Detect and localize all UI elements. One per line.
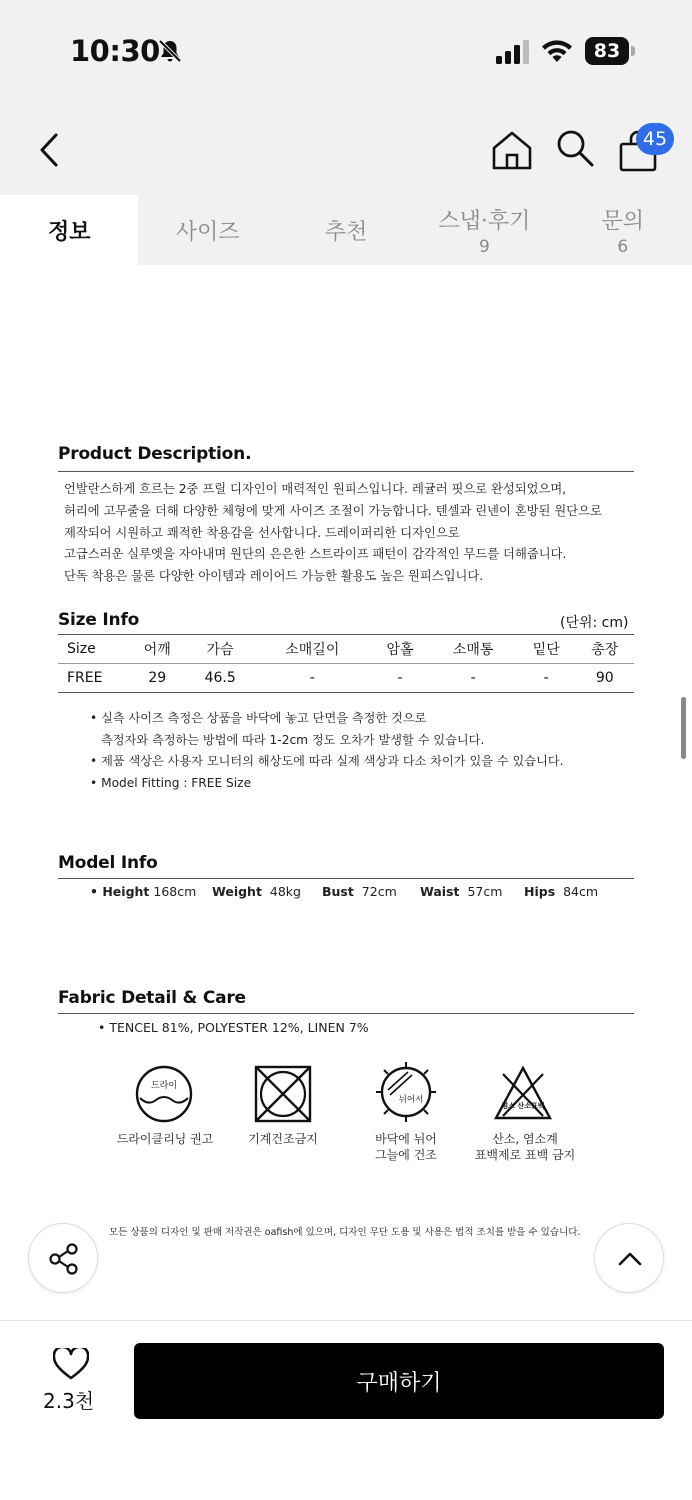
buy-button[interactable]: 구매하기 (134, 1343, 664, 1419)
bottom-action-bar (0, 1320, 692, 1500)
description-line: 허리에 고무줄을 더해 다양한 체형에 맞게 사이즈 조절이 가능합니다. 텐셀과 린넨이 혼방된 원단으로 (64, 503, 602, 518)
size-unit: (단위: cm) (560, 615, 629, 631)
care-icon-text: 염소 산소표백 (501, 1102, 545, 1110)
tab-label: 스냅·후기 (438, 208, 531, 234)
tab-label: 정보 (47, 219, 91, 245)
scrollbar[interactable] (681, 697, 686, 759)
model-bust: Bust 72cm (322, 884, 397, 899)
table-cell: - (397, 670, 403, 686)
description-line: 단독 착용은 물론 다양한 아이템과 레이어드 가능한 활용도 높은 원피스입니다. (64, 569, 484, 584)
model-info-title: Model Info (58, 853, 158, 873)
table-cell: 90 (595, 670, 614, 686)
column-header: 총장 (591, 642, 619, 658)
column-header: 소매길이 (285, 642, 340, 658)
care-label: 드라이클리닝 권고 (116, 1132, 214, 1146)
note-line: • 실측 사이즈 측정은 상품을 바닥에 놓고 단면을 측정한 것으로 (90, 711, 427, 725)
table-cell: - (543, 670, 549, 686)
table-cell: - (470, 670, 476, 686)
column-header: 소매통 (452, 642, 494, 658)
divider (58, 1013, 634, 1014)
fabric-care-title: Fabric Detail & Care (58, 988, 246, 1008)
tab-size[interactable] (138, 195, 276, 265)
model-hips: Hips 84cm (524, 884, 599, 899)
size-info-title: Size Info (58, 610, 140, 630)
tab-count: 6 (617, 236, 629, 257)
column-header: Size (67, 641, 96, 657)
dry-clean-icon (134, 1064, 194, 1124)
table-cell: 46.5 (204, 670, 236, 686)
tab-inquiry[interactable] (554, 195, 692, 265)
tab-label: 문의 (601, 208, 645, 234)
note-line: • Model Fitting : FREE Size (90, 776, 252, 791)
share-button[interactable] (28, 1223, 98, 1293)
model-height: • Height 168cm (90, 884, 197, 899)
back-arrow-icon[interactable] (34, 130, 64, 170)
note-line: • 제품 색상은 사용자 모니터의 해상도에 따라 실제 색상과 다소 차이가 있을 수 있습니다. (90, 754, 564, 769)
no-tumble-dry-icon (253, 1064, 313, 1124)
tab-recommend[interactable] (277, 195, 415, 265)
column-header: 가슴 (206, 642, 234, 658)
description-line: 고급스러운 실루엣을 자아내며 원단의 은은한 스트라이프 패턴이 감각적인 무드를 더해줍니다. (64, 547, 567, 562)
copyright-notice: 모든 상품의 디자인 및 판매 저작권은 oafish에 있으며, 디자인 무단 도용 및 사용은 법적 조치를 받을 수 있습니다. (109, 1227, 581, 1238)
description-line: 제작되어 시원하고 쾌적한 착용감을 선사합니다. 드레이퍼리한 디자인으로 (64, 525, 460, 540)
cart-count-badge: 45 (636, 123, 674, 155)
search-icon[interactable] (555, 128, 595, 168)
tab-count: 9 (478, 236, 490, 257)
column-header: 어깨 (143, 642, 171, 658)
table-cell: FREE (67, 670, 103, 686)
care-label: 바닥에 뉘어 그늘에 건조 (375, 1132, 437, 1162)
no-bleach-icon (493, 1064, 553, 1124)
size-notes (90, 708, 563, 795)
wifi-icon (541, 38, 573, 64)
column-header: 암홀 (386, 642, 414, 658)
care-icon-text: 뉘어서 (398, 1095, 424, 1105)
battery-icon (585, 37, 635, 65)
status-bar (0, 0, 692, 100)
model-weight: Weight 48kg (212, 884, 301, 899)
top-nav (0, 100, 692, 195)
product-description-title: Product Description. (58, 444, 252, 464)
size-table (58, 634, 634, 693)
tab-label: 사이즈 (175, 219, 240, 245)
battery-level: 83 (585, 37, 629, 65)
heart-icon[interactable] (53, 1348, 89, 1380)
divider (58, 471, 634, 472)
dry-flat-shade-icon (376, 1062, 436, 1122)
cellular-signal-icon (496, 40, 532, 64)
model-waist: Waist 57cm (420, 884, 503, 899)
tab-label: 추천 (324, 219, 368, 245)
table-row (58, 664, 634, 693)
care-label: 기계건조금지 (248, 1132, 318, 1146)
share-icon (46, 1241, 82, 1277)
product-description-text (64, 479, 602, 588)
note-line: 측정자와 측정하는 방법에 따라 1-2cm 정도 오차가 발생할 수 있습니다. (101, 732, 485, 747)
care-icon-text: 드라이 (150, 1081, 178, 1091)
bell-muted-icon (157, 38, 183, 64)
product-tabs (0, 195, 692, 265)
table-header-row (58, 635, 634, 664)
like-count: 2.3천 (43, 1389, 95, 1413)
home-icon[interactable] (490, 128, 534, 172)
chevron-up-icon (612, 1241, 648, 1277)
column-header: 밑단 (532, 642, 560, 658)
divider (58, 878, 634, 879)
status-time: 10:30 (70, 34, 160, 68)
care-label: 산소, 염소계 표백제로 표백 금지 (474, 1132, 576, 1162)
fabric-composition: • TENCEL 81%, POLYESTER 12%, LINEN 7% (98, 1020, 369, 1035)
scroll-to-top-button[interactable] (594, 1223, 664, 1293)
table-cell: - (309, 670, 315, 686)
description-line: 언발란스하게 흐르는 2중 프릴 디자인이 매력적인 원피스입니다. 레귤러 핏으로 완성되었으며, (64, 482, 567, 496)
tab-snap-review[interactable] (415, 195, 553, 265)
table-cell: 29 (148, 670, 167, 686)
tab-info[interactable] (0, 195, 138, 265)
